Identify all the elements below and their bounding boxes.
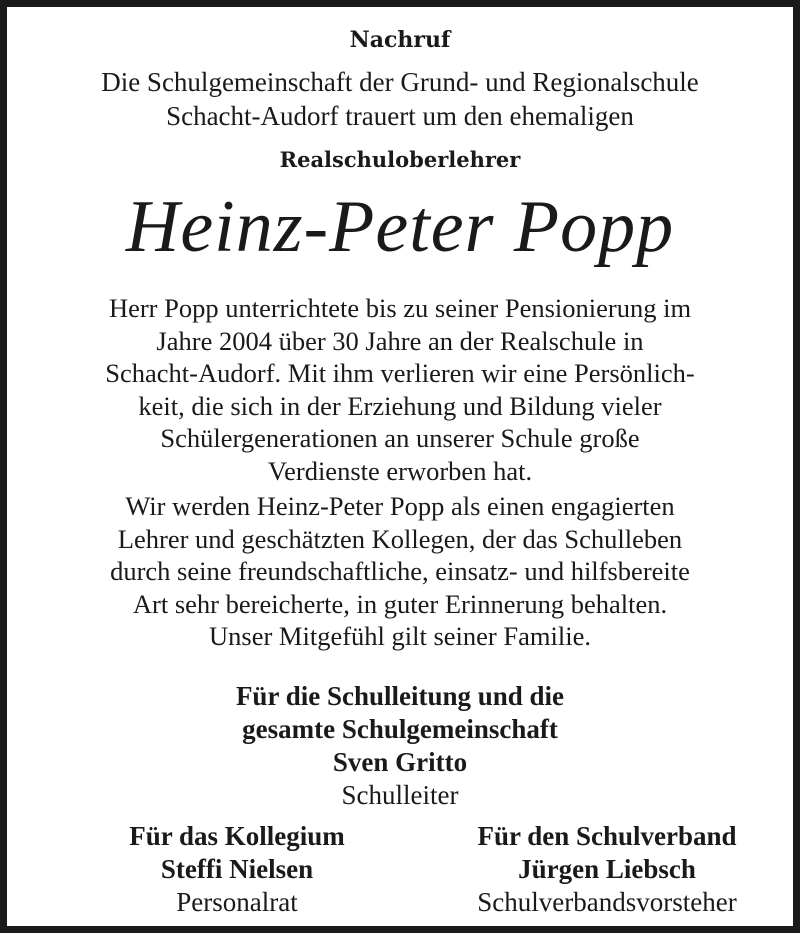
paragraph-line: keit, die sich in der Erziehung und Bildung vieler [138, 390, 662, 421]
deceased-name: Heinz-Peter Popp [125, 186, 675, 268]
paragraph-line: Lehrer und geschätzten Kollegen, der das Schulleben [117, 523, 683, 554]
signatory-on-behalf: Für die Schulleitung und die [235, 681, 565, 711]
left-signatory [47, 820, 427, 919]
signatory-name: Steffi Nielsen [160, 854, 314, 884]
intro-line: Die Schulgemeinschaft der Grund- und Regionalschule [101, 67, 699, 97]
intro-line: Schacht-Audorf trauert um den ehemaligen [166, 101, 634, 131]
paragraph-tribute [7, 292, 793, 487]
signatory-name: Sven Gritto [332, 747, 468, 777]
signatory-role: Schulverbandsvorsteher [477, 887, 737, 917]
signatory-on-behalf: gesamte Schulgemeinschaft [242, 714, 558, 744]
paragraph-line: Herr Popp unterrichtete bis zu seiner Pensionierung im [108, 293, 692, 323]
signatory-name: Jürgen Liebsch [518, 854, 696, 884]
paragraph-line: durch seine freundschaftliche, einsatz- und hilfsbereite [110, 556, 690, 586]
signatory-on-behalf: Für den Schulverband [477, 821, 737, 851]
paragraph-line: Unser Mitgefühl gilt seiner Familie. [209, 621, 591, 651]
paragraph-line: Wir werden Heinz-Peter Popp als einen engagierten [125, 491, 675, 521]
signatory-on-behalf: Für das Kollegium [129, 821, 345, 851]
signatory-role: Personalrat [176, 887, 298, 917]
signatory-role: Schulleiter [341, 780, 459, 810]
paragraph-line: Schacht-Audorf. Mit ihm verlieren wir eine Persönlich- [105, 358, 695, 388]
paragraph-line: Verdienste erworben hat. [267, 455, 533, 486]
notice-heading: Nachruf [349, 27, 451, 53]
right-signatory [422, 820, 792, 919]
paragraph-line: Art sehr bereicherte, in guter Erinnerung behalten. [132, 588, 668, 619]
rank-title: Realschuloberlehrer [279, 147, 521, 172]
paragraph-remembrance [7, 490, 793, 653]
paragraph-line: Schülergenerationen an unserer Schule große [160, 423, 640, 453]
intro-text [7, 65, 793, 133]
main-signatory [7, 680, 793, 779]
paragraph-line: Jahre 2004 über 30 Jahre an der Realschule in [156, 325, 644, 356]
